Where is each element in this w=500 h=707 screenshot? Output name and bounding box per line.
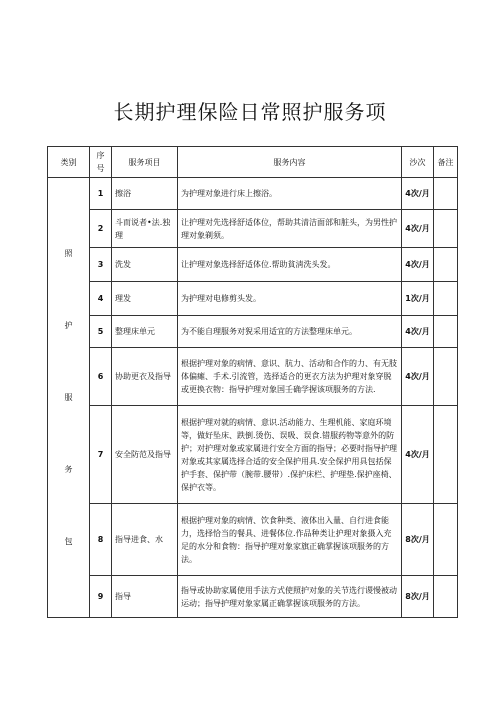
row-item: 整理床单元 <box>112 316 178 348</box>
row-no: 7 <box>90 406 112 504</box>
row-frequency: 1次/月 <box>402 282 434 316</box>
table-row <box>48 248 458 282</box>
row-no: 3 <box>90 248 112 282</box>
header-frequency: 沙次 <box>402 147 434 178</box>
table-row <box>48 210 458 248</box>
table-row <box>48 316 458 348</box>
table-row <box>48 282 458 316</box>
row-item: 指导 <box>112 576 178 618</box>
row-remarks <box>434 348 458 406</box>
row-no: 2 <box>90 210 112 248</box>
row-item: 理发 <box>112 282 178 316</box>
row-remarks <box>434 576 458 618</box>
row-frequency: 4次/月 <box>402 348 434 406</box>
row-no: 1 <box>90 178 112 210</box>
row-item: 指导进食、水 <box>112 504 178 576</box>
row-item: 斗而说者•法.独理 <box>112 210 178 248</box>
row-frequency: 4次/月 <box>402 248 434 282</box>
category-char: 照 <box>64 249 73 258</box>
row-frequency: 4次/月 <box>402 210 434 248</box>
row-frequency: 8次/月 <box>402 576 434 618</box>
row-no: 8 <box>90 504 112 576</box>
row-content: 让护理对象选择舒适体位.帮助貧淸洗头发。 <box>178 248 402 282</box>
row-remarks <box>434 248 458 282</box>
row-item: 协助更衣及指导 <box>112 348 178 406</box>
row-content: 根据护理对象的病情、意识、肮力、活动和合作的力、有无肢体偏瘫、手术.引流管，选择适合的更衣方法为护理对象穿脱或更换衣物：指导护理对象国壬确学握该项服务的方法. <box>178 348 402 406</box>
row-content: 根据护理对就的病情、意识.活动能力、生理机能、家庭环境等，做好坠床、跌倒.烫伤、误吸、误食.错服药物等意外的防护；对护理对象或家属进行安全方面的指导；必要时指导护理对象或其家属选择合适的安全保护用具.安全保护用具包括保护手套、保护带（腕带.腰带）.保护床栏、护理垫.保护座椅、保护衣等。 <box>178 406 402 504</box>
header-item: 服务项目 <box>112 147 178 178</box>
row-content: 为不能自理服务对猊采用适宜的方法整理床单元。 <box>178 316 402 348</box>
row-frequency: 4次/月 <box>402 316 434 348</box>
row-remarks <box>434 210 458 248</box>
row-item: 擦浴 <box>112 178 178 210</box>
row-no: 6 <box>90 348 112 406</box>
page-title: 长期护理保险日常照护服务项 <box>113 100 387 124</box>
row-frequency: 4次/月 <box>402 178 434 210</box>
row-content: 让护理对先选择舒适体位，帮助其清洁面部和脏头，为男性护理对象剃须。 <box>178 210 402 248</box>
table-row <box>48 576 458 618</box>
header-remarks: 备注 <box>434 147 458 178</box>
row-content: 指导或协助家属使用手法方式使照护对象的关节选行谡慢被动运动；指导护理对象家属正确掌握该项服务的方法。 <box>178 576 402 618</box>
table-row <box>48 406 458 504</box>
row-no: 9 <box>90 576 112 618</box>
row-remarks <box>434 178 458 210</box>
row-remarks <box>434 282 458 316</box>
row-remarks <box>434 316 458 348</box>
row-content: 根据护理对象的病情、饮食种类、液体出入量、自行进食能力，选择恰当的餐具、进餐体位.作品种类让护理对象摄入充足的水分和食物：指导护理对象家旗正确掌握该项服务的方法。 <box>178 504 402 576</box>
service-table <box>47 146 458 618</box>
header-category: 类别 <box>48 147 90 178</box>
category-char: 包 <box>64 537 73 546</box>
row-frequency: 8次/月 <box>402 504 434 576</box>
row-remarks <box>434 504 458 576</box>
table-row <box>48 504 458 576</box>
table-row <box>48 348 458 406</box>
row-no: 4 <box>90 282 112 316</box>
row-item: 安全防范及指导 <box>112 406 178 504</box>
row-remarks <box>434 406 458 504</box>
row-content: 为护理对电修剪头发。 <box>178 282 402 316</box>
header-content: 服务内容 <box>178 147 402 178</box>
table-header-row <box>48 147 458 178</box>
table-row <box>48 178 458 210</box>
category-cell <box>48 178 90 618</box>
row-frequency: 4次/月 <box>402 406 434 504</box>
category-char: 务 <box>64 465 73 474</box>
header-no: 序号 <box>90 147 112 178</box>
category-char: 护 <box>64 321 73 330</box>
row-item: 洗发 <box>112 248 178 282</box>
category-char: 服 <box>64 393 73 402</box>
row-content: 为护理对象进行床上擦浴。 <box>178 178 402 210</box>
row-no: 5 <box>90 316 112 348</box>
